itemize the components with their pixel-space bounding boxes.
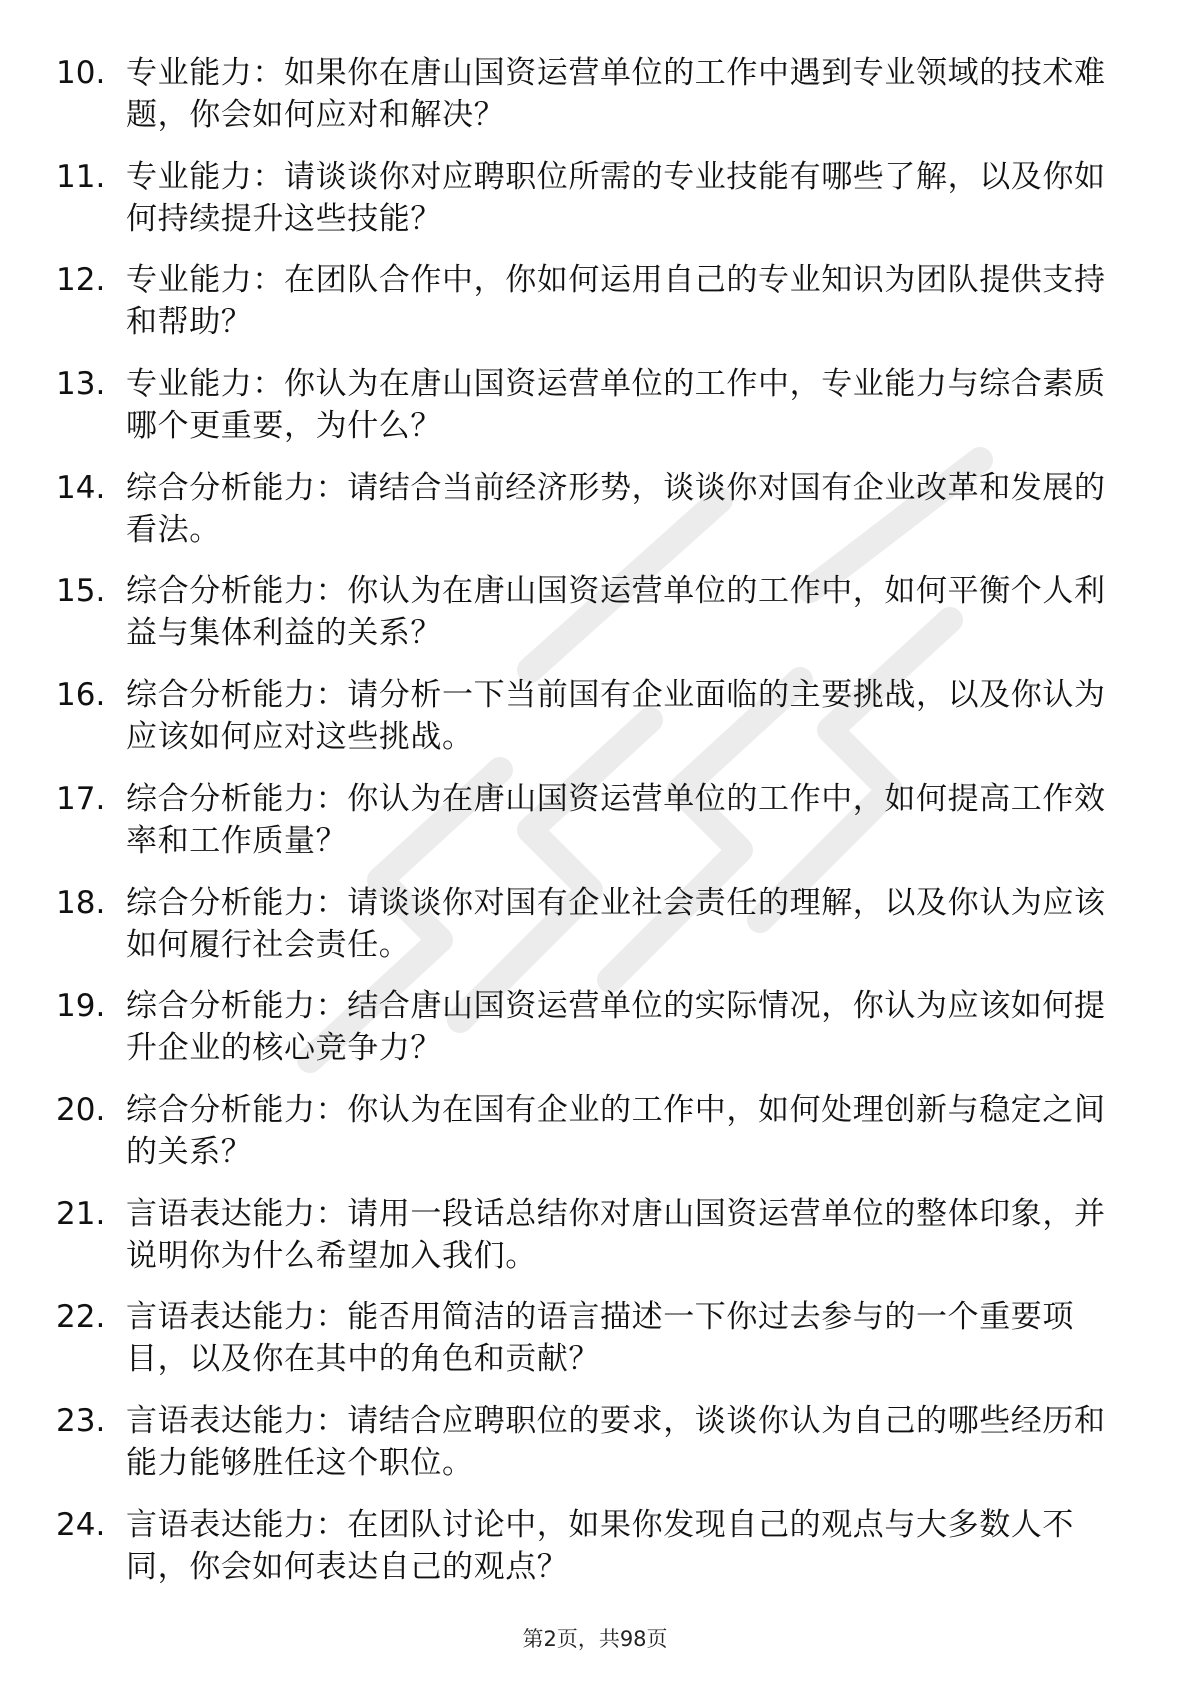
question-item-19: [0, 985, 1190, 1089]
question-number: 24.: [56, 1506, 106, 1543]
question-item-11: [0, 156, 1190, 260]
question-text: 专业能力：请谈谈你对应聘职位所需的专业技能有哪些了解，以及你如何持续提升这些技能？: [126, 158, 1106, 237]
question-number: 22.: [56, 1299, 106, 1336]
question-number: 11.: [56, 158, 106, 195]
question-text: 综合分析能力：你认为在唐山国资运营单位的工作中，如何平衡个人利益与集体利益的关系？: [126, 573, 1106, 652]
question-number: 12.: [56, 262, 106, 299]
question-item-17: [0, 778, 1190, 882]
question-text: 综合分析能力：请结合当前经济形势，谈谈你对国有企业改革和发展的看法。: [126, 469, 1106, 548]
page-number-footer: 第2页，共98页: [522, 1627, 668, 1651]
question-text: 综合分析能力：请分析一下当前国有企业面临的主要挑战，以及你认为应该如何应对这些挑战。: [126, 677, 1106, 756]
question-item-21: [0, 1193, 1190, 1297]
question-number: 23.: [56, 1402, 106, 1439]
question-item-24: [0, 1504, 1190, 1608]
question-number: 10.: [56, 55, 106, 91]
question-item-20: [0, 1089, 1190, 1193]
question-number: 20.: [56, 1091, 106, 1128]
question-number: 15.: [56, 573, 106, 610]
question-text: 综合分析能力：你认为在唐山国资运营单位的工作中，如何提高工作效率和工作质量？: [126, 780, 1106, 859]
question-text: 言语表达能力：请用一段话总结你对唐山国资运营单位的整体印象，并说明你为什么希望加入我们。: [126, 1195, 1106, 1274]
question-item-10: [0, 52, 1190, 156]
question-item-16: [0, 674, 1190, 778]
question-text: 专业能力：如果你在唐山国资运营单位的工作中遇到专业领域的技术难题，你会如何应对和解决？: [126, 55, 1106, 133]
question-number: 17.: [56, 780, 106, 817]
question-item-12: [0, 259, 1190, 363]
question-text: 综合分析能力：请谈谈你对国有企业社会责任的理解，以及你认为应该如何履行社会责任。: [126, 884, 1106, 963]
question-number: 16.: [56, 677, 106, 714]
question-number: 19.: [56, 988, 106, 1025]
question-number: 14.: [56, 469, 106, 506]
question-number: 13.: [56, 366, 106, 403]
question-item-22: [0, 1296, 1190, 1400]
question-text: 言语表达能力：能否用简洁的语言描述一下你过去参与的一个重要项目，以及你在其中的角色和贡献？: [126, 1299, 1074, 1378]
question-number: 18.: [56, 884, 106, 921]
question-item-18: [0, 882, 1190, 986]
question-text: 专业能力：在团队合作中，你如何运用自己的专业知识为团队提供支持和帮助？: [126, 262, 1106, 341]
question-item-23: [0, 1400, 1190, 1504]
question-number: 21.: [56, 1195, 106, 1232]
question-text: 专业能力：你认为在唐山国资运营单位的工作中，专业能力与综合素质哪个更重要，为什么？: [126, 366, 1106, 445]
question-item-13: [0, 363, 1190, 467]
question-text: 综合分析能力：你认为在国有企业的工作中，如何处理创新与稳定之间的关系？: [126, 1091, 1106, 1170]
question-item-14: [0, 467, 1190, 571]
question-text: 言语表达能力：在团队讨论中，如果你发现自己的观点与大多数人不同，你会如何表达自己的观点？: [126, 1506, 1074, 1585]
question-list: [0, 52, 1190, 1607]
question-text: 言语表达能力：请结合应聘职位的要求，谈谈你认为自己的哪些经历和能力能够胜任这个职位。: [126, 1402, 1106, 1481]
question-text: 综合分析能力：结合唐山国资运营单位的实际情况，你认为应该如何提升企业的核心竞争力？: [126, 988, 1106, 1067]
question-item-15: [0, 570, 1190, 674]
